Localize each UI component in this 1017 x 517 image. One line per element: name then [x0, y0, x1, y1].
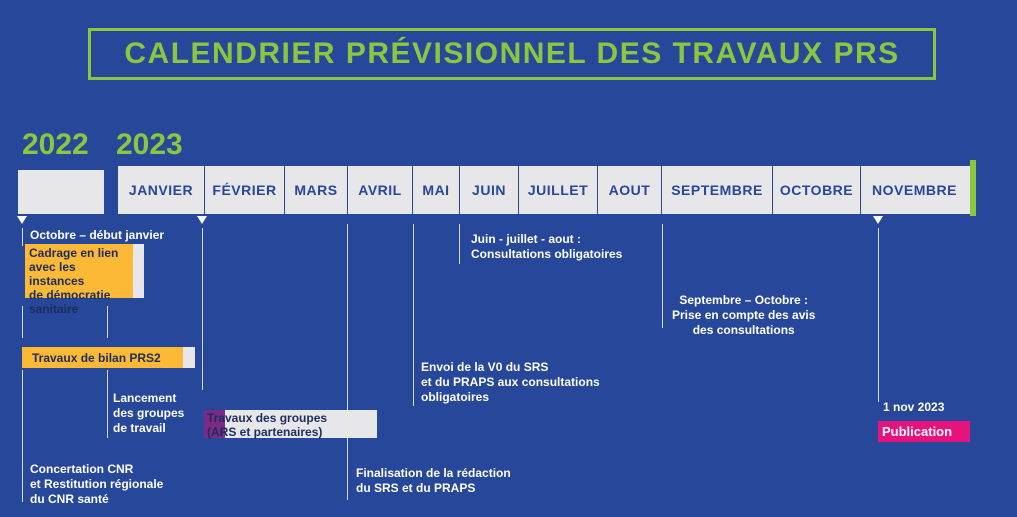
event-consultations — [471, 232, 622, 262]
cadrage-line: sanitaire — [29, 302, 79, 316]
timeline-start-tick — [116, 166, 118, 214]
envoi-v0-line: obligatoires — [421, 390, 490, 404]
month-novembre: NOVEMBRE — [860, 166, 968, 214]
event-bilan-box — [22, 347, 183, 368]
month-juin: JUIN — [459, 166, 518, 214]
connector-line — [662, 224, 663, 328]
connector-line — [22, 370, 23, 502]
connector-line — [878, 228, 879, 402]
prise-line: Prise en compte des avis — [672, 308, 816, 322]
month-mars: MARS — [284, 166, 347, 214]
month-avril: AVRIL — [347, 166, 412, 214]
page-title: CALENDRIER PRÉVISIONNEL DES TRAVAUX PRS — [88, 28, 936, 80]
event-cadrage-box — [25, 244, 133, 316]
prise-line: des consultations — [692, 323, 795, 337]
connector-line — [22, 228, 23, 246]
connector-line — [413, 224, 414, 406]
month-juillet: JUILLET — [518, 166, 597, 214]
connector-line — [347, 224, 348, 500]
connector-line — [459, 224, 460, 264]
connector-line — [202, 228, 203, 390]
timeline-months-bar — [116, 166, 970, 214]
marker-triangle-nov — [873, 216, 883, 224]
timeline-end-marker — [970, 160, 976, 216]
event-finalisation — [356, 466, 511, 496]
lancement-line: de travail — [113, 421, 166, 435]
event-envoi-v0 — [421, 360, 600, 405]
bilan-label: Travaux de bilan PRS2 — [32, 351, 161, 365]
publication-date: 1 nov 2023 — [883, 400, 945, 414]
connector-line — [107, 370, 108, 438]
lancement-line: des groupes — [113, 406, 185, 420]
event-prise-en-compte — [672, 293, 815, 338]
travaux-groupes-line: (ARS et partenaires) — [207, 425, 323, 439]
concertation-line: et Restitution régionale — [30, 477, 164, 491]
year-2022-label: 2022 — [22, 128, 89, 161]
prise-line: Septembre – Octobre : — [679, 293, 809, 307]
year-2023-label: 2023 — [116, 128, 183, 161]
finalisation-line: Finalisation de la rédaction — [356, 466, 511, 480]
month-janvier: JANVIER — [128, 182, 194, 198]
consultations-line: Consultations obligatoires — [471, 247, 623, 261]
connector-line — [22, 306, 23, 338]
event-concertation — [30, 462, 163, 507]
lancement-line: Lancement — [113, 391, 177, 405]
marker-triangle-fev — [197, 216, 207, 224]
month-septembre: SEPTEMBRE — [661, 166, 772, 214]
cadrage-line: de démocratie — [29, 288, 111, 302]
concertation-line: Concertation CNR — [30, 462, 134, 476]
event-oct-jan-period: Octobre – début janvier — [30, 228, 165, 242]
cadrage-line: avec les instances — [29, 260, 85, 288]
timeline-bar-2022 — [18, 170, 104, 214]
month-mai: MAI — [412, 166, 459, 214]
cadrage-line: Cadrage en lien — [29, 246, 119, 260]
consultations-line: Juin - juillet - aout : — [471, 232, 581, 246]
event-travaux-groupes-label — [207, 411, 327, 439]
concertation-line: du CNR santé — [30, 492, 109, 506]
travaux-groupes-line: Travaux des groupes — [207, 411, 328, 425]
month-aout: AOUT — [597, 166, 661, 214]
month-fevrier: FÉVRIER — [204, 166, 284, 214]
publication-badge: Publication — [878, 421, 970, 442]
finalisation-line: du SRS et du PRAPS — [356, 481, 476, 495]
month-octobre: OCTOBRE — [772, 166, 860, 214]
envoi-v0-line: et du PRAPS aux consultations — [421, 375, 600, 389]
event-lancement — [113, 391, 184, 436]
marker-triangle-oct — [17, 216, 27, 224]
envoi-v0-line: Envoi de la V0 du SRS — [421, 360, 549, 374]
